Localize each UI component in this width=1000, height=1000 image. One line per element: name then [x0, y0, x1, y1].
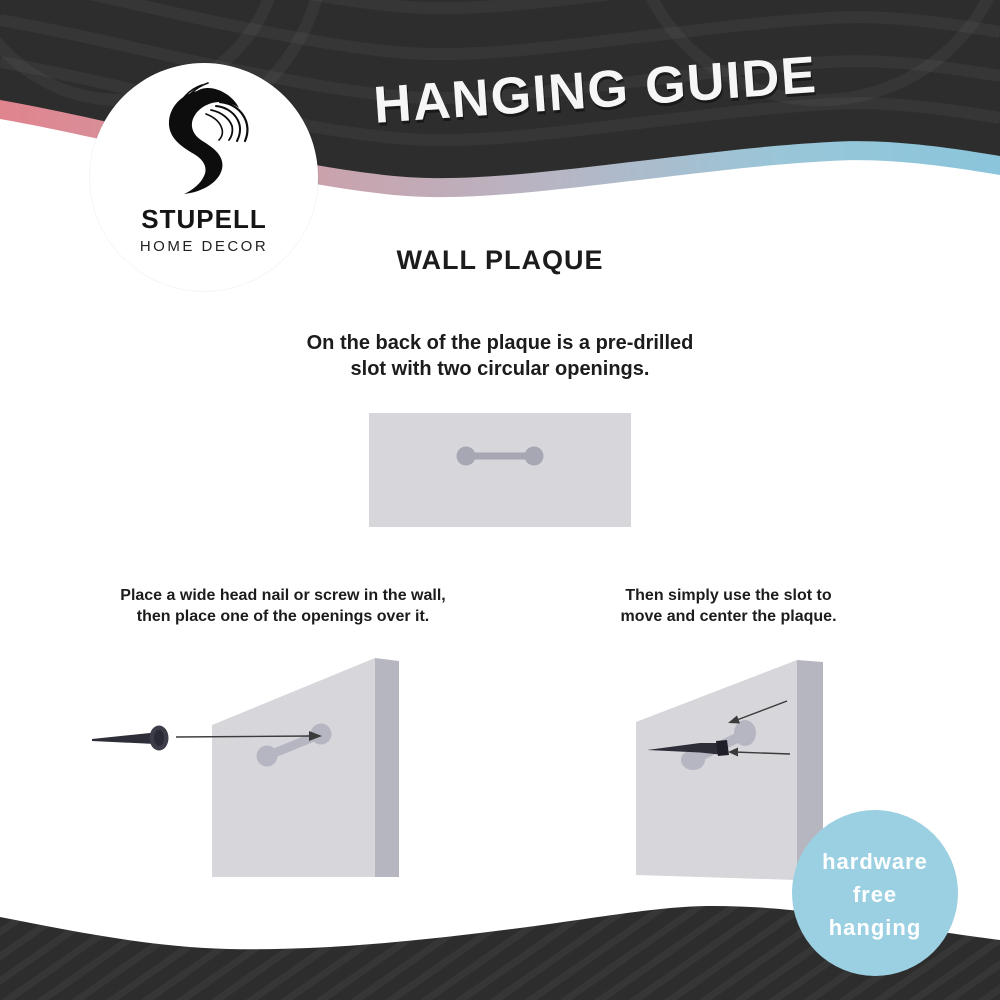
step-left-line-2: then place one of the openings over it.: [136, 608, 430, 625]
plaque-back-diagram: [369, 413, 631, 527]
step-right-line-2: move and center the plaque.: [620, 608, 837, 625]
intro-line-2: slot with two circular openings.: [350, 358, 650, 380]
brand-name: STUPELL: [141, 204, 267, 234]
stupell-s-swirl-icon: [150, 79, 260, 201]
nail-icon: [92, 726, 169, 751]
step-right-line-1: Then simply use the slot to: [625, 587, 832, 604]
intro-text: [200, 330, 800, 382]
badge-line-3: hanging: [828, 915, 922, 940]
badge-line-1: hardware: [822, 849, 928, 874]
hardware-free-badge: [792, 810, 958, 976]
brand-tagline: HOME DECOR: [139, 238, 269, 255]
badge-line-2: free: [852, 882, 898, 907]
step-left-line-1: Place a wide head nail or screw in the wall,: [120, 587, 446, 604]
page-title: HANGING GUIDE: [371, 46, 819, 135]
nail-into-opening-diagram: [92, 658, 399, 877]
intro-line-1: On the back of the plaque is a pre-drilled: [306, 332, 694, 354]
step-left-caption: [103, 585, 463, 627]
product-label: WALL PLAQUE: [396, 245, 604, 275]
step-right-caption: [551, 585, 906, 627]
